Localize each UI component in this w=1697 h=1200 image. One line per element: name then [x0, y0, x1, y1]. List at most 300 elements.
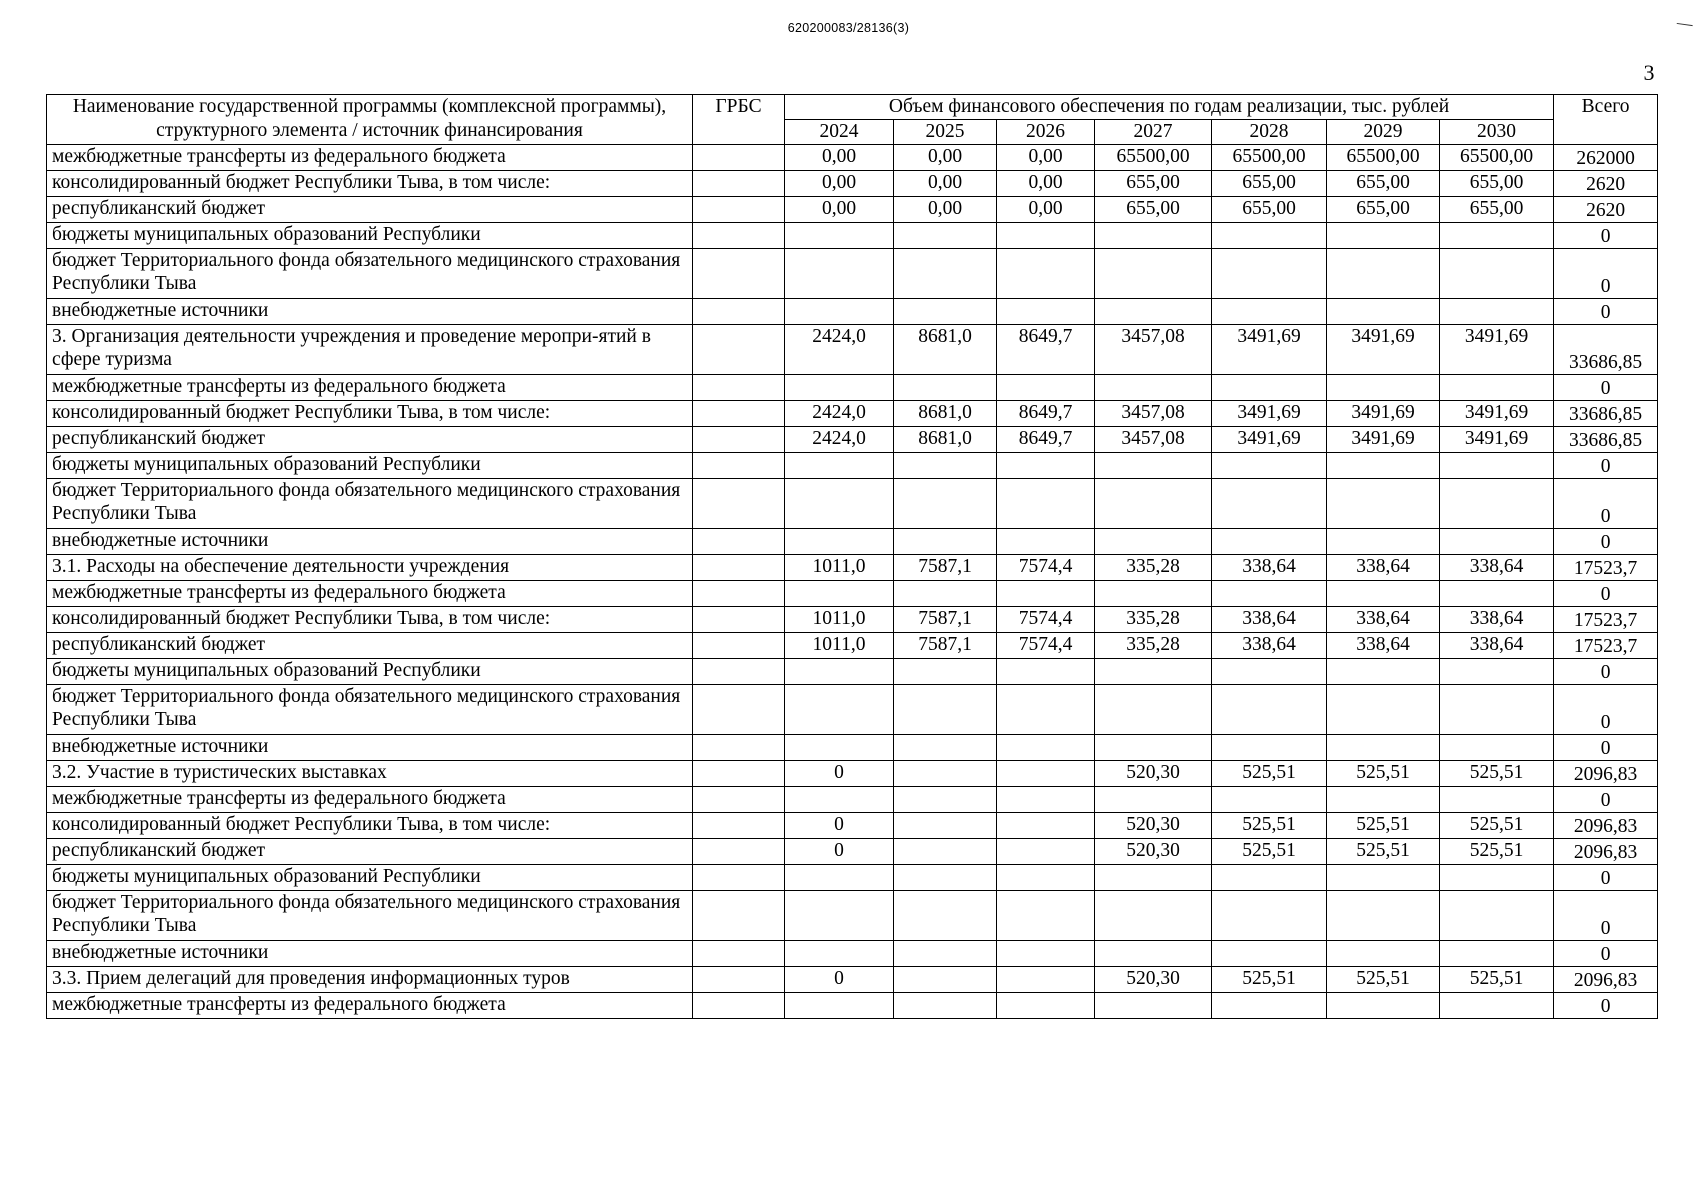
- table-row: [47, 299, 1658, 325]
- row-value: [1440, 865, 1554, 891]
- row-value: 525,51: [1212, 813, 1327, 839]
- row-value: [785, 891, 894, 941]
- table-row: [47, 427, 1658, 453]
- row-value: [1212, 659, 1327, 685]
- row-grbs: [693, 325, 785, 375]
- table-row: [47, 685, 1658, 735]
- row-value: [997, 299, 1095, 325]
- row-value: 525,51: [1440, 761, 1554, 787]
- row-grbs: [693, 197, 785, 223]
- row-grbs: [693, 453, 785, 479]
- row-total: 0: [1554, 299, 1658, 325]
- row-name: консолидированный бюджет Республики Тыва, в том числе:: [47, 401, 693, 427]
- row-value: 0: [785, 839, 894, 865]
- row-grbs: [693, 555, 785, 581]
- row-value: [1327, 453, 1440, 479]
- row-value: [997, 581, 1095, 607]
- row-value: 655,00: [1212, 171, 1327, 197]
- row-total: 2620: [1554, 171, 1658, 197]
- row-value: [785, 249, 894, 299]
- row-value: [1212, 993, 1327, 1019]
- row-name: внебюджетные источники: [47, 735, 693, 761]
- row-value: [1095, 453, 1212, 479]
- table-row: [47, 325, 1658, 375]
- row-value: [997, 967, 1095, 993]
- row-value: 8649,7: [997, 325, 1095, 375]
- row-grbs: [693, 581, 785, 607]
- row-value: [1095, 659, 1212, 685]
- row-value: [785, 299, 894, 325]
- table-row: [47, 401, 1658, 427]
- row-total: 0: [1554, 891, 1658, 941]
- row-value: 65500,00: [1212, 145, 1327, 171]
- row-value: [1212, 375, 1327, 401]
- header-year: 2029: [1327, 120, 1440, 145]
- row-name: консолидированный бюджет Республики Тыва, в том числе:: [47, 813, 693, 839]
- row-value: 3491,69: [1327, 325, 1440, 375]
- row-value: [1440, 479, 1554, 529]
- header-year: 2027: [1095, 120, 1212, 145]
- header-year: 2030: [1440, 120, 1554, 145]
- row-value: 338,64: [1212, 633, 1327, 659]
- row-total: 0: [1554, 993, 1658, 1019]
- row-name: 3.3. Прием делегаций для проведения информационных туров: [47, 967, 693, 993]
- row-name: межбюджетные трансферты из федерального бюджета: [47, 375, 693, 401]
- row-value: [785, 659, 894, 685]
- row-value: 520,30: [1095, 839, 1212, 865]
- header-name: Наименование государственной программы (комплексной программы), структурного элемента / источник финансирования: [47, 95, 693, 145]
- row-name: консолидированный бюджет Республики Тыва, в том числе:: [47, 607, 693, 633]
- row-total: 0: [1554, 529, 1658, 555]
- row-value: [1327, 479, 1440, 529]
- row-value: [997, 223, 1095, 249]
- row-value: [1095, 891, 1212, 941]
- row-value: 0,00: [997, 197, 1095, 223]
- row-name: межбюджетные трансферты из федерального бюджета: [47, 145, 693, 171]
- table-row: [47, 145, 1658, 171]
- row-name: бюджеты муниципальных образований Республики: [47, 223, 693, 249]
- row-total: 0: [1554, 223, 1658, 249]
- row-value: 338,64: [1440, 555, 1554, 581]
- row-value: [1095, 249, 1212, 299]
- row-value: [997, 735, 1095, 761]
- row-value: 0,00: [785, 145, 894, 171]
- row-value: 525,51: [1327, 813, 1440, 839]
- row-value: 7574,4: [997, 555, 1095, 581]
- row-grbs: [693, 891, 785, 941]
- row-value: [1212, 735, 1327, 761]
- row-value: [894, 761, 997, 787]
- row-value: [894, 787, 997, 813]
- row-total: 0: [1554, 581, 1658, 607]
- row-value: [785, 529, 894, 555]
- row-value: [1095, 529, 1212, 555]
- row-total: 0: [1554, 249, 1658, 299]
- header-year: 2028: [1212, 120, 1327, 145]
- document-id: 620200083/28136(3): [787, 21, 910, 35]
- row-value: [1212, 685, 1327, 735]
- row-value: 655,00: [1095, 171, 1212, 197]
- row-value: [1440, 453, 1554, 479]
- row-value: [997, 941, 1095, 967]
- table-row: [47, 453, 1658, 479]
- row-value: [785, 941, 894, 967]
- row-value: [785, 453, 894, 479]
- row-value: 7574,4: [997, 607, 1095, 633]
- row-total: 17523,7: [1554, 633, 1658, 659]
- row-value: 338,64: [1440, 633, 1554, 659]
- row-value: [894, 735, 997, 761]
- table-row: [47, 529, 1658, 555]
- row-total: 2096,83: [1554, 813, 1658, 839]
- row-value: [997, 375, 1095, 401]
- row-value: [785, 787, 894, 813]
- row-value: [1212, 479, 1327, 529]
- row-total: 2096,83: [1554, 839, 1658, 865]
- row-value: 3491,69: [1440, 401, 1554, 427]
- row-value: 338,64: [1212, 555, 1327, 581]
- row-total: 0: [1554, 453, 1658, 479]
- row-value: 655,00: [1327, 171, 1440, 197]
- row-value: 655,00: [1327, 197, 1440, 223]
- row-value: [1440, 581, 1554, 607]
- row-grbs: [693, 865, 785, 891]
- row-value: 0: [785, 813, 894, 839]
- row-value: 3491,69: [1212, 401, 1327, 427]
- row-name: внебюджетные источники: [47, 529, 693, 555]
- row-total: 2096,83: [1554, 967, 1658, 993]
- row-value: 0,00: [997, 171, 1095, 197]
- row-value: 0,00: [785, 171, 894, 197]
- row-value: 0,00: [894, 197, 997, 223]
- row-name: бюджет Территориального фонда обязательного медицинского страхования Республики Тыва: [47, 891, 693, 941]
- row-grbs: [693, 171, 785, 197]
- row-value: [1212, 891, 1327, 941]
- row-grbs: [693, 787, 785, 813]
- row-value: [997, 839, 1095, 865]
- row-grbs: [693, 685, 785, 735]
- row-grbs: [693, 813, 785, 839]
- row-value: 3491,69: [1327, 401, 1440, 427]
- row-value: 3457,08: [1095, 325, 1212, 375]
- row-value: 65500,00: [1327, 145, 1440, 171]
- row-value: [997, 813, 1095, 839]
- row-value: [894, 865, 997, 891]
- row-value: [1327, 249, 1440, 299]
- row-value: 525,51: [1440, 839, 1554, 865]
- row-value: 0: [785, 761, 894, 787]
- row-value: [1212, 223, 1327, 249]
- row-value: 7587,1: [894, 607, 997, 633]
- row-value: [785, 581, 894, 607]
- table-row: [47, 171, 1658, 197]
- row-total: 17523,7: [1554, 607, 1658, 633]
- row-name: внебюджетные источники: [47, 941, 693, 967]
- row-value: 8681,0: [894, 401, 997, 427]
- row-value: [894, 891, 997, 941]
- row-value: [894, 479, 997, 529]
- row-value: [1212, 865, 1327, 891]
- row-value: [1327, 659, 1440, 685]
- row-value: [1095, 581, 1212, 607]
- row-grbs: [693, 401, 785, 427]
- header-grbs: ГРБС: [693, 95, 785, 145]
- row-value: 338,64: [1440, 607, 1554, 633]
- row-value: 3491,69: [1440, 427, 1554, 453]
- table-row: [47, 941, 1658, 967]
- row-name: межбюджетные трансферты из федерального бюджета: [47, 787, 693, 813]
- row-value: 655,00: [1440, 197, 1554, 223]
- table-body: [47, 145, 1658, 1019]
- row-value: [894, 249, 997, 299]
- row-value: [997, 787, 1095, 813]
- row-total: 262000: [1554, 145, 1658, 171]
- row-value: [1440, 993, 1554, 1019]
- row-value: 525,51: [1212, 967, 1327, 993]
- row-grbs: [693, 941, 785, 967]
- row-grbs: [693, 607, 785, 633]
- table-row: [47, 375, 1658, 401]
- row-value: [1327, 941, 1440, 967]
- table-row: [47, 787, 1658, 813]
- header-year: 2024: [785, 120, 894, 145]
- row-value: [894, 299, 997, 325]
- row-value: 2424,0: [785, 427, 894, 453]
- row-value: [1327, 375, 1440, 401]
- row-value: 3491,69: [1212, 325, 1327, 375]
- row-value: [894, 839, 997, 865]
- row-total: 0: [1554, 659, 1658, 685]
- row-name: республиканский бюджет: [47, 839, 693, 865]
- table-row: [47, 865, 1658, 891]
- row-value: [997, 479, 1095, 529]
- row-value: 0: [785, 967, 894, 993]
- row-value: [894, 659, 997, 685]
- row-name: 3.2. Участие в туристических выставках: [47, 761, 693, 787]
- row-value: [1095, 993, 1212, 1019]
- row-name: 3. Организация деятельности учреждения и проведение меропри-ятий в сфере туризма: [47, 325, 693, 375]
- row-value: 65500,00: [1095, 145, 1212, 171]
- row-value: 525,51: [1212, 839, 1327, 865]
- row-name: бюджеты муниципальных образований Республики: [47, 865, 693, 891]
- row-total: 0: [1554, 479, 1658, 529]
- row-value: 338,64: [1327, 607, 1440, 633]
- row-value: 525,51: [1212, 761, 1327, 787]
- table-row: [47, 633, 1658, 659]
- row-value: [997, 659, 1095, 685]
- row-value: [785, 223, 894, 249]
- row-total: 33686,85: [1554, 401, 1658, 427]
- table-row: [47, 555, 1658, 581]
- row-grbs: [693, 967, 785, 993]
- row-value: 0,00: [997, 145, 1095, 171]
- row-value: [1212, 529, 1327, 555]
- row-value: [1327, 223, 1440, 249]
- row-value: [1095, 375, 1212, 401]
- table-row: [47, 813, 1658, 839]
- row-grbs: [693, 633, 785, 659]
- row-total: 2096,83: [1554, 761, 1658, 787]
- row-value: [894, 375, 997, 401]
- corner-mark: [1675, 23, 1692, 36]
- row-value: 7587,1: [894, 555, 997, 581]
- row-value: 8681,0: [894, 427, 997, 453]
- row-value: [1212, 299, 1327, 325]
- row-value: 2424,0: [785, 325, 894, 375]
- header-total: Всего: [1554, 95, 1658, 145]
- row-value: [1212, 453, 1327, 479]
- row-total: 0: [1554, 685, 1658, 735]
- row-value: 3491,69: [1440, 325, 1554, 375]
- row-total: 0: [1554, 941, 1658, 967]
- header-funding-group: Объем финансового обеспечения по годам реализации, тыс. рублей: [785, 95, 1554, 120]
- row-value: [785, 993, 894, 1019]
- row-value: 65500,00: [1440, 145, 1554, 171]
- row-total: 2620: [1554, 197, 1658, 223]
- row-value: [785, 735, 894, 761]
- row-value: [1095, 223, 1212, 249]
- row-value: [785, 865, 894, 891]
- row-value: [1327, 993, 1440, 1019]
- table-row: [47, 581, 1658, 607]
- row-value: [1095, 735, 1212, 761]
- row-value: [1212, 249, 1327, 299]
- row-value: 335,28: [1095, 633, 1212, 659]
- row-value: [1095, 479, 1212, 529]
- row-value: [997, 685, 1095, 735]
- row-name: бюджет Территориального фонда обязательного медицинского страхования Республики Тыва: [47, 479, 693, 529]
- header-year: 2025: [894, 120, 997, 145]
- row-value: 655,00: [1212, 197, 1327, 223]
- row-value: [1212, 787, 1327, 813]
- row-value: 1011,0: [785, 555, 894, 581]
- row-value: [1440, 735, 1554, 761]
- row-value: [785, 375, 894, 401]
- row-value: [1440, 891, 1554, 941]
- row-name: бюджет Территориального фонда обязательного медицинского страхования Республики Тыва: [47, 685, 693, 735]
- row-name: республиканский бюджет: [47, 427, 693, 453]
- row-value: 1011,0: [785, 607, 894, 633]
- row-value: [1327, 581, 1440, 607]
- row-value: [1095, 941, 1212, 967]
- row-total: 0: [1554, 865, 1658, 891]
- table-row: [47, 967, 1658, 993]
- row-value: [1440, 249, 1554, 299]
- row-value: 338,64: [1212, 607, 1327, 633]
- row-value: [1440, 685, 1554, 735]
- row-value: [1327, 685, 1440, 735]
- table-row: [47, 839, 1658, 865]
- row-value: [1440, 941, 1554, 967]
- row-grbs: [693, 427, 785, 453]
- row-value: [1327, 735, 1440, 761]
- row-value: [1327, 891, 1440, 941]
- row-name: межбюджетные трансферты из федерального бюджета: [47, 581, 693, 607]
- row-grbs: [693, 223, 785, 249]
- row-grbs: [693, 299, 785, 325]
- page-number: 3: [1643, 60, 1655, 85]
- row-value: 3491,69: [1212, 427, 1327, 453]
- header-year: 2026: [997, 120, 1095, 145]
- row-value: 338,64: [1327, 555, 1440, 581]
- row-value: 1011,0: [785, 633, 894, 659]
- row-name: межбюджетные трансферты из федерального бюджета: [47, 993, 693, 1019]
- table-row: [47, 607, 1658, 633]
- row-value: 525,51: [1327, 839, 1440, 865]
- table-row: [47, 197, 1658, 223]
- row-name: консолидированный бюджет Республики Тыва, в том числе:: [47, 171, 693, 197]
- row-value: 8649,7: [997, 427, 1095, 453]
- row-name: внебюджетные источники: [47, 299, 693, 325]
- table-row: [47, 761, 1658, 787]
- table-row: [47, 659, 1658, 685]
- row-grbs: [693, 761, 785, 787]
- table-row: [47, 249, 1658, 299]
- row-grbs: [693, 145, 785, 171]
- row-value: [997, 453, 1095, 479]
- row-value: [785, 685, 894, 735]
- table-row: [47, 891, 1658, 941]
- row-value: [997, 529, 1095, 555]
- row-value: [1440, 659, 1554, 685]
- row-value: [894, 993, 997, 1019]
- row-total: 0: [1554, 735, 1658, 761]
- row-total: 0: [1554, 375, 1658, 401]
- row-value: [894, 813, 997, 839]
- row-value: 338,64: [1327, 633, 1440, 659]
- table-row: [47, 479, 1658, 529]
- row-value: [894, 967, 997, 993]
- row-value: 335,28: [1095, 607, 1212, 633]
- row-total: 33686,85: [1554, 427, 1658, 453]
- row-value: [997, 761, 1095, 787]
- row-grbs: [693, 839, 785, 865]
- row-grbs: [693, 529, 785, 555]
- row-value: 525,51: [1440, 967, 1554, 993]
- table-row: [47, 223, 1658, 249]
- row-value: 525,51: [1327, 967, 1440, 993]
- row-value: [1095, 299, 1212, 325]
- row-value: [894, 453, 997, 479]
- row-value: [1212, 581, 1327, 607]
- row-value: 7587,1: [894, 633, 997, 659]
- row-name: республиканский бюджет: [47, 197, 693, 223]
- row-value: 3457,08: [1095, 427, 1212, 453]
- row-value: 7574,4: [997, 633, 1095, 659]
- row-name: бюджет Территориального фонда обязательного медицинского страхования Республики Тыва: [47, 249, 693, 299]
- row-value: [1440, 223, 1554, 249]
- row-grbs: [693, 375, 785, 401]
- row-value: [1327, 529, 1440, 555]
- row-value: [1095, 787, 1212, 813]
- row-total: 0: [1554, 787, 1658, 813]
- row-value: [894, 941, 997, 967]
- row-value: 335,28: [1095, 555, 1212, 581]
- row-value: [1440, 787, 1554, 813]
- row-value: 520,30: [1095, 967, 1212, 993]
- row-grbs: [693, 735, 785, 761]
- row-value: [1327, 787, 1440, 813]
- row-value: 2424,0: [785, 401, 894, 427]
- row-grbs: [693, 993, 785, 1019]
- row-value: [1327, 299, 1440, 325]
- row-name: 3.1. Расходы на обеспечение деятельности учреждения: [47, 555, 693, 581]
- row-value: [1440, 529, 1554, 555]
- row-value: 0,00: [894, 171, 997, 197]
- row-name: бюджеты муниципальных образований Республики: [47, 453, 693, 479]
- row-value: 0,00: [894, 145, 997, 171]
- row-grbs: [693, 479, 785, 529]
